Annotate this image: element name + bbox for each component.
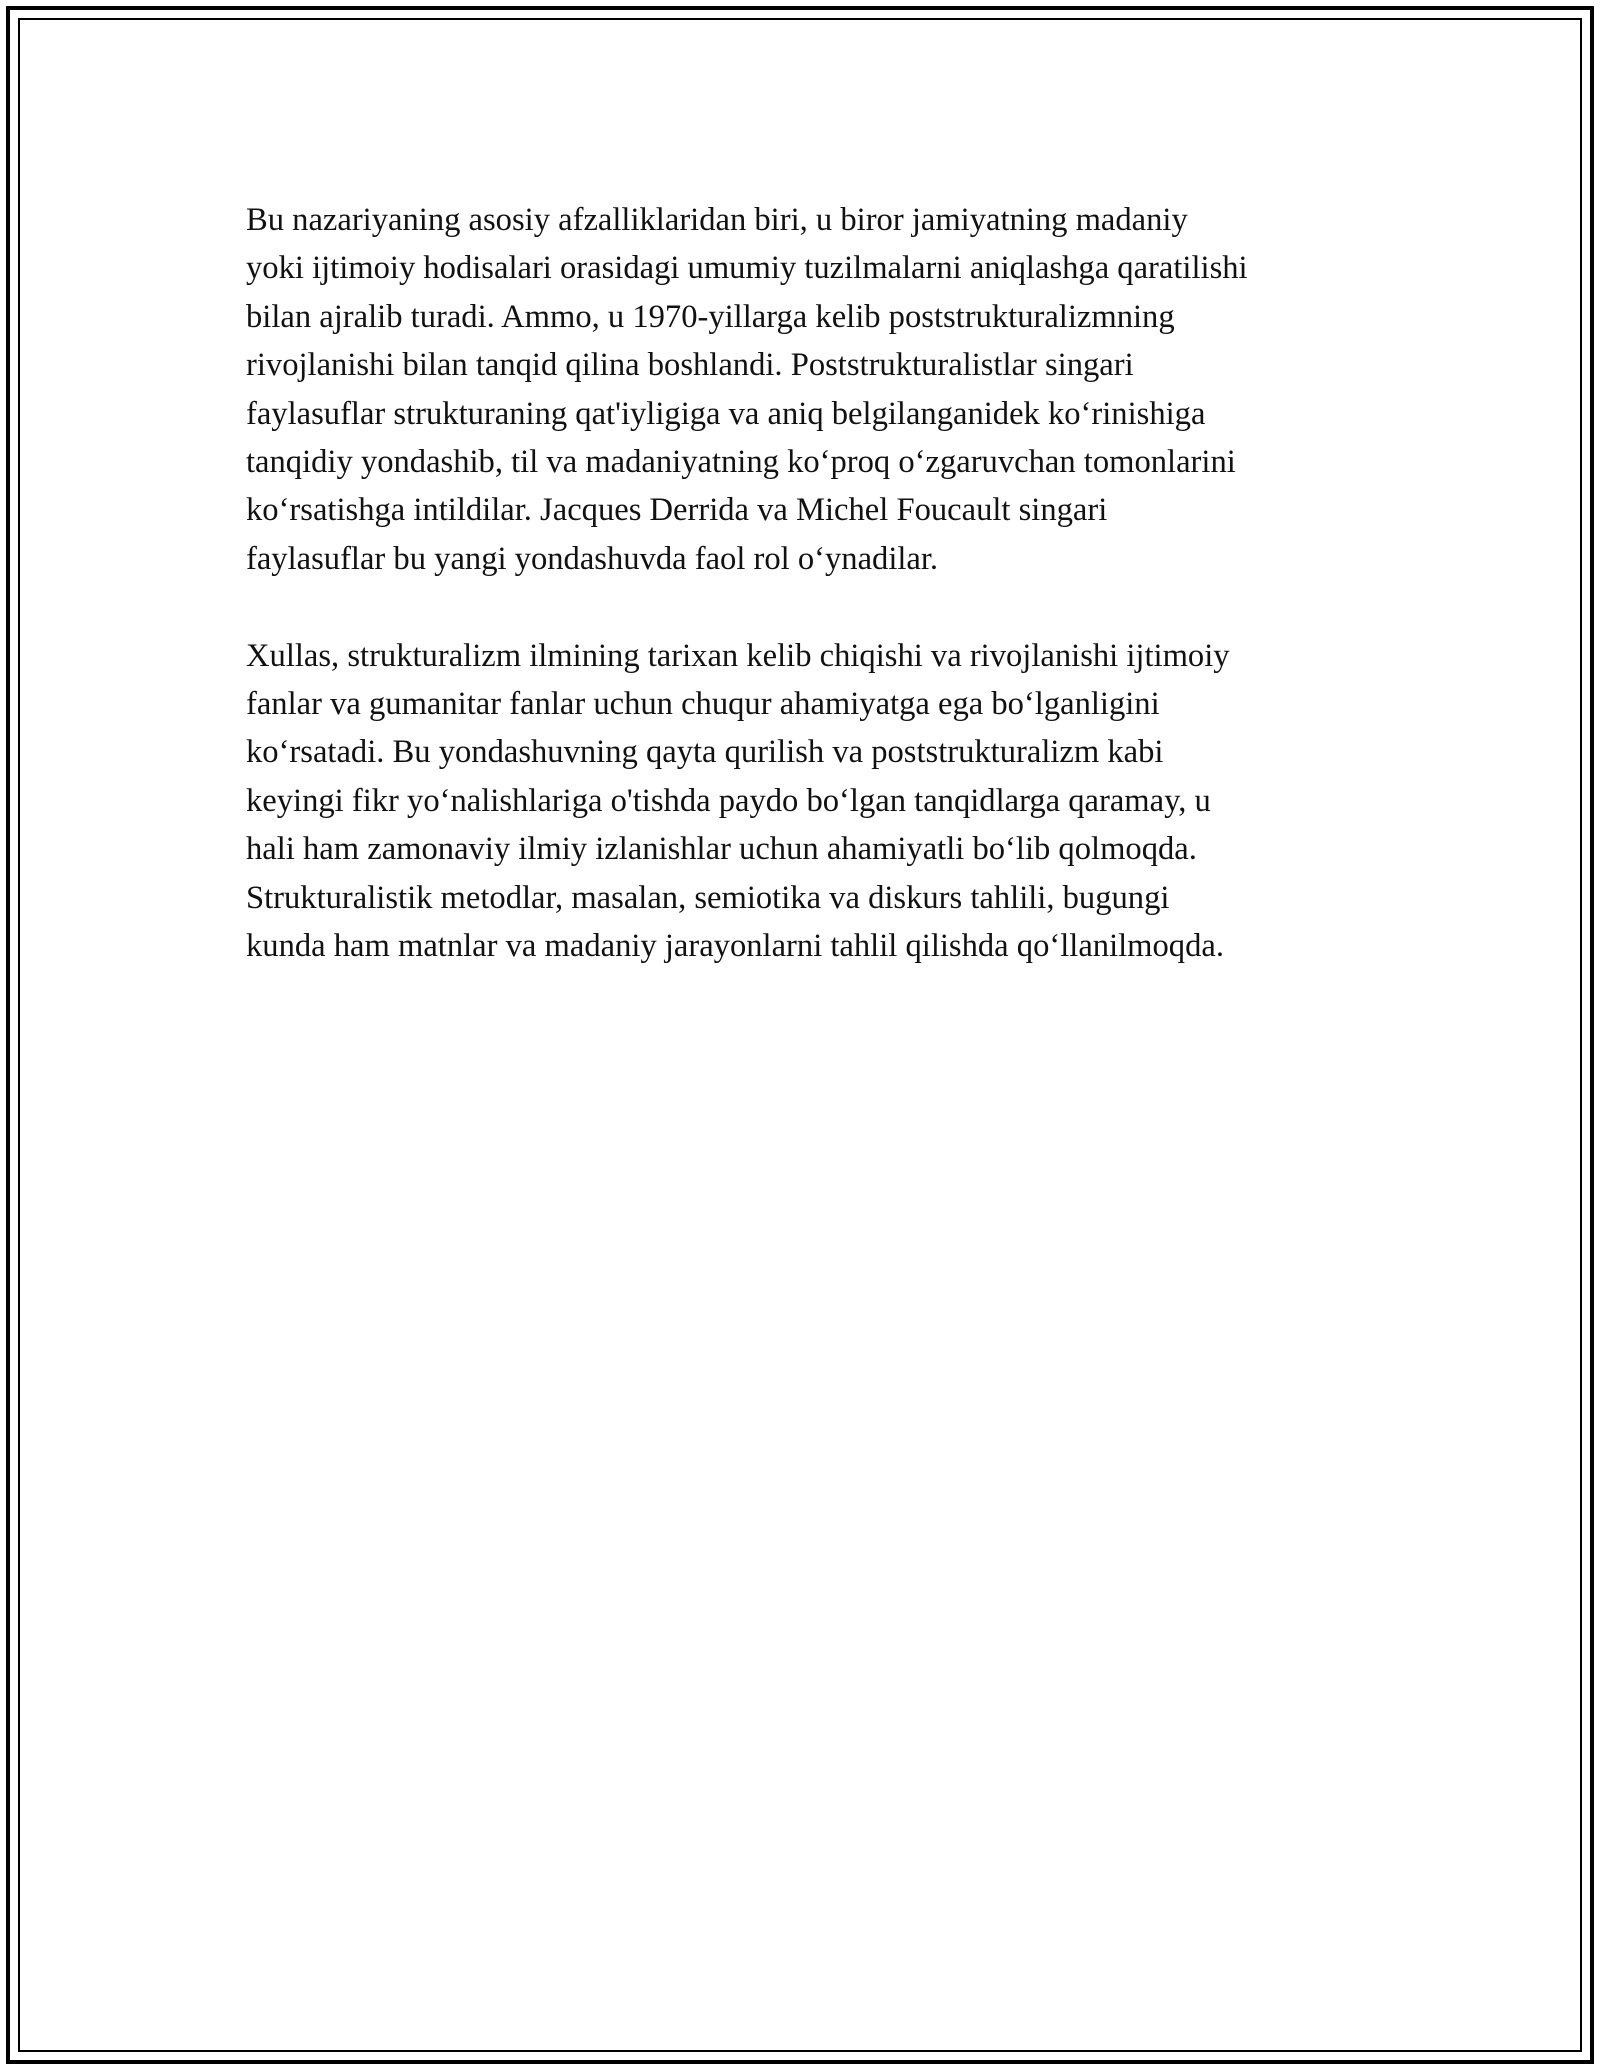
paragraph-line: faylasuflar bu yangi yondashuvda faol rol oʻynadilar.: [246, 540, 939, 577]
paragraph-line: Strukturalistik metodlar, masalan, semiotika va diskurs tahlili, bugungi: [246, 879, 1170, 916]
paragraph-1: [246, 196, 1396, 583]
paragraph-line: yoki ijtimoiy hodisalari orasidagi umumiy tuzilmalarni aniqlashga qaratilishi: [246, 250, 1248, 287]
paragraph-2: [246, 632, 1396, 971]
paragraph-line: tanqidiy yondashib, til va madaniyatning koʻproq oʻzgaruvchan tomonlarini: [246, 444, 1236, 481]
paragraph-line: Xullas, strukturalizm ilmining tarixan kelib chiqishi va rivojlanishi ijtimoiy: [246, 637, 1230, 674]
paragraph-line: koʻrsatishga intildilar. Jacques Derrida va Michel Foucault singari: [246, 492, 1108, 529]
paragraph-line: fanlar va gumanitar fanlar uchun chuqur ahamiyatga ega boʻlganligini: [246, 686, 1160, 723]
page-border-outer: [6, 6, 1594, 2064]
paragraph-line: Bu nazariyaning asosiy afzalliklaridan biri, u biror jamiyatning madaniy: [246, 202, 1188, 238]
paragraph-line: bilan ajralib turadi. Ammo, u 1970-yillarga kelib poststrukturalizmning: [246, 298, 1175, 335]
paragraph-line: hali ham zamonaviy ilmiy izlanishlar uchun ahamiyatli boʻlib qolmoqda.: [246, 831, 1197, 868]
document-body: [246, 196, 1396, 970]
paragraph-line: rivojlanishi bilan tanqid qilina boshlandi. Poststrukturalistlar singari: [246, 347, 1134, 384]
paragraph-line: koʻrsatadi. Bu yondashuvning qayta qurilish va poststrukturalizm kabi: [246, 734, 1164, 771]
paragraph-line: faylasuflar strukturaning qat'iyligiga va aniq belgilanganidek koʻrinishiga: [246, 395, 1206, 432]
paragraph-line: keyingi fikr yoʻnalishlariga o'tishda paydo boʻlgan tanqidlarga qaramay, u: [246, 782, 1211, 819]
paragraph-line: kunda ham matnlar va madaniy jarayonlarni tahlil qilishda qoʻllanilmoqda.: [246, 928, 1224, 965]
paragraph-spacer: [246, 583, 1396, 631]
